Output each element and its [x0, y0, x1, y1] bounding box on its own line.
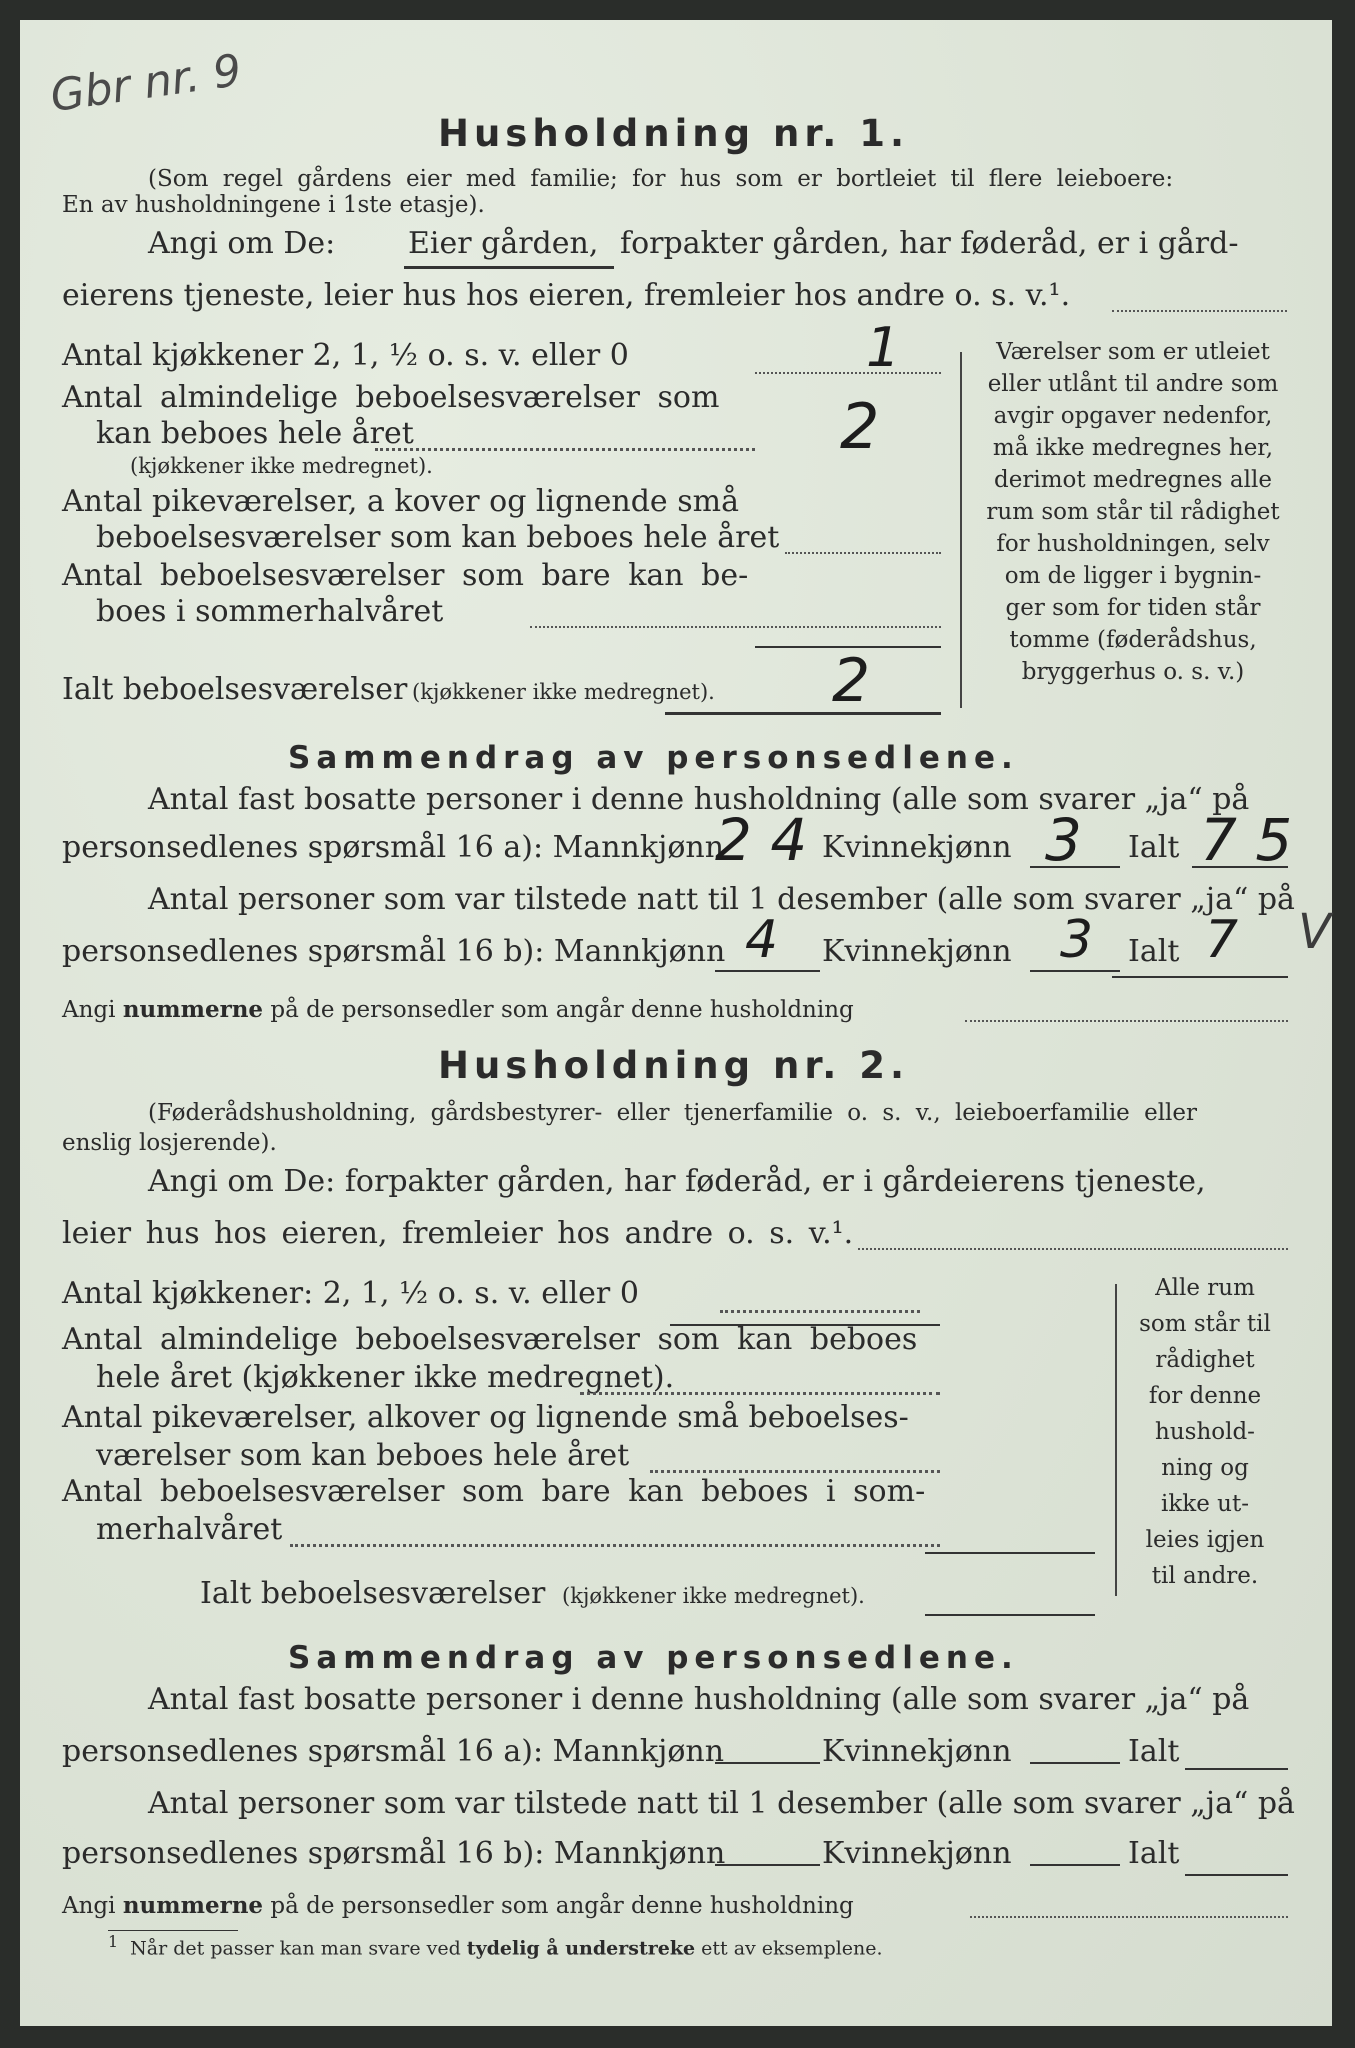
household-2-angi-line1: Angi om De: forpakter gården, har føderåd, er i gårdeierens tjeneste,	[148, 1164, 1206, 1199]
h1-check-mark: V	[1298, 904, 1331, 960]
h2-present-line2: personsedlenes spørsmål 16 b): Mannkjønn	[62, 1836, 726, 1871]
side-note-line: for denne	[1148, 1383, 1262, 1409]
h2-resident-line2: personsedlenes spørsmål 16 a): Mannkjønn	[62, 1734, 725, 1769]
h2-kitchens-label: Antal kjøkkener: 2, 1, ½ o. s. v. eller 0	[62, 1276, 639, 1311]
h1-resident-female-line	[1030, 866, 1120, 868]
household-1-note-line1: (Som regel gårdens eier med familie; for hus som er bortleiet til flere leieboere:	[148, 166, 1174, 192]
footnote: $^1$ Når det passer kan man svare ved tydelig å understreke ett av eksemplene.	[108, 1932, 883, 1960]
side-note-line: for husholdningen, selv	[996, 531, 1270, 557]
h2-summary-title: Sammendrag av personsedlene.	[288, 1640, 1019, 1676]
h1-rooms-note: (kjøkkener ikke medregnet).	[130, 454, 433, 478]
h1-numbers-line	[965, 1020, 1288, 1022]
household-2-angi-line2: leier hus hos eieren, fremleier hos andre o. s. v.¹.	[62, 1216, 854, 1251]
h1-present-female-line	[1030, 970, 1120, 972]
owner-underline	[404, 266, 614, 269]
side-note-line: må ikke medregnes her,	[992, 435, 1274, 461]
h1-summer-rooms-label-2: boes i sommerhalvåret	[96, 594, 444, 629]
h1-total-rooms-note: (kjøkkener ikke medregnet).	[412, 680, 715, 704]
h2-present-total-label: Ialt	[1128, 1836, 1180, 1871]
h1-rooms-dots	[375, 448, 755, 451]
h2-side-note	[1120, 1270, 1290, 1594]
side-note-line: ning og	[1161, 1455, 1249, 1481]
h2-maid-rooms-label-1: Antal pikeværelser, alkover og lignende små beboelses-	[62, 1400, 909, 1435]
side-note-line: om de ligger i bygnin-	[1004, 563, 1262, 589]
h2-summer-rooms-label-2: merhalvåret	[96, 1512, 283, 1547]
h1-rooms-value: 2	[840, 390, 880, 463]
h1-rooms-label-1: Antal almindelige beboelsesværelser som	[62, 380, 720, 415]
h1-resident-female-value: 3	[1045, 806, 1082, 874]
h1-resident-line2: personsedlenes spørsmål 16 a): Mannkjønn	[62, 830, 725, 865]
h2-present-line1: Antal personer som var tilstede natt til 1 desember (alle som svarer „ja“ på	[148, 1786, 1295, 1821]
h1-numbers-label: Angi nummerne på de personsedler som angår denne husholdning	[62, 996, 854, 1023]
h1-total-rooms-value: 2	[832, 646, 871, 716]
footnote-rule	[108, 1930, 238, 1931]
h2-total-rooms-note: (kjøkkener ikke medregnet).	[562, 1584, 865, 1608]
h2-numbers-label: Angi nummerne på de personsedler som angår denne husholdning	[62, 1892, 854, 1919]
h1-side-brace	[960, 352, 962, 708]
corner-handwritten-note: Gbr nr. 9	[47, 44, 245, 123]
h1-kitchens-line	[755, 372, 941, 374]
side-note-line: bryggerhus o. s. v.)	[1021, 659, 1245, 685]
household-1-note-line2: En av husholdningene i 1ste etasje).	[62, 192, 485, 218]
h2-summer-rooms-label-1: Antal beboelsesværelser som bare kan beboes i som-	[62, 1474, 926, 1509]
h1-present-total-line	[1112, 976, 1288, 978]
side-note-line: Alle rum	[1155, 1275, 1255, 1301]
h1-present-female-label: Kvinnekjønn	[822, 934, 1012, 969]
household-1-title: Husholdning nr. 1.	[438, 112, 910, 155]
h1-present-line1: Antal personer som var tilstede natt til 1 desember (alle som svarer „ja“ på	[148, 882, 1295, 917]
h1-total-rooms-underline	[665, 712, 941, 715]
h1-resident-male-value: 2 4	[715, 806, 808, 874]
h2-resident-female-label: Kvinnekjønn	[822, 1734, 1012, 1769]
side-note-line: derimot medregnes alle	[994, 467, 1272, 493]
h1-summer-rooms-label-1: Antal beboelsesværelser som bare kan be-	[62, 558, 749, 593]
h2-rooms-line	[580, 1392, 940, 1395]
h1-side-note	[968, 336, 1298, 688]
h2-rooms-label-1: Antal almindelige beboelsesværelser som kan beboes	[62, 1322, 918, 1357]
h2-kitchens-dots	[720, 1310, 920, 1313]
h2-maid-rooms-label-2: værelser som kan beboes hele året	[96, 1438, 630, 1473]
h1-resident-line1: Antal fast bosatte personer i denne husholdning (alle som svarer „ja“ på	[148, 782, 1250, 817]
h1-summer-rooms-line	[530, 626, 941, 628]
h1-maid-rooms-label-1: Antal pikeværelser, a kover og lignende små	[62, 484, 739, 519]
household-2-title: Husholdning nr. 2.	[438, 1044, 910, 1087]
household-1-angi-options: forpakter gården, har føderåd, er i gård-	[620, 226, 1239, 261]
h2-present-female-line	[1030, 1864, 1120, 1866]
h1-present-female-value: 3	[1060, 910, 1094, 970]
side-note-line: ikke ut-	[1161, 1491, 1249, 1517]
h2-present-female-label: Kvinnekjønn	[822, 1836, 1012, 1871]
h2-maid-rooms-line	[650, 1470, 940, 1473]
h1-resident-female-label: Kvinnekjønn	[822, 830, 1012, 865]
h2-numbers-line	[970, 1916, 1288, 1918]
household-2-note-line1: (Føderådshusholdning, gårdsbestyrer- eller tjenerfamilie o. s. v., leieboerfamilie eller	[148, 1100, 1198, 1126]
side-note-line: Værelser som er utleiet	[996, 339, 1270, 365]
h1-total-rooms-label: Ialt beboelsesværelser	[62, 672, 408, 707]
angi-dotted-line	[1112, 310, 1287, 312]
h1-resident-total-value: 7 5	[1200, 806, 1293, 874]
h2-present-male-line	[715, 1864, 820, 1866]
h2-present-total-line	[1185, 1874, 1288, 1876]
h1-present-male-value: 4	[745, 910, 779, 970]
side-note-line: tomme (føderådshus,	[1009, 627, 1257, 653]
household-1-option-owner: Eier gården,	[408, 226, 599, 261]
h1-maid-rooms-line	[785, 552, 941, 554]
h2-resident-total-line	[1185, 1768, 1288, 1770]
h2-rooms-label-2: hele året (kjøkkener ikke medregnet).	[96, 1360, 675, 1395]
side-note-line: rum som står til rådighet	[986, 499, 1280, 525]
census-form-page	[20, 20, 1332, 2026]
h2-angi-dotted-line	[858, 1248, 1288, 1250]
h2-resident-total-label: Ialt	[1128, 1734, 1180, 1769]
h2-total-rooms-label: Ialt beboelsesværelser	[200, 1576, 546, 1611]
h1-maid-rooms-label-2: beboelsesværelser som kan beboes hele året	[96, 520, 780, 555]
h1-present-total-value: 7	[1205, 910, 1239, 970]
h1-resident-total-label: Ialt	[1128, 830, 1180, 865]
h2-resident-line1: Antal fast bosatte personer i denne husholdning (alle som svarer „ja“ på	[148, 1682, 1250, 1717]
h2-sum-rule	[925, 1552, 1095, 1554]
h2-side-brace	[1115, 1284, 1117, 1596]
side-note-line: avgir opgaver nedenfor,	[993, 403, 1273, 429]
h1-present-male-line	[715, 970, 820, 972]
household-2-note-line2: enslig losjerende).	[62, 1130, 277, 1156]
household-1-angi-line2: eierens tjeneste, leier hus hos eieren, fremleier hos andre o. s. v.¹.	[62, 278, 1071, 313]
household-1-angi-label: Angi om De:	[148, 226, 336, 261]
h1-kitchens-value: 1	[866, 316, 901, 379]
h2-resident-male-line	[715, 1762, 820, 1764]
h1-present-line2: personsedlenes spørsmål 16 b): Mannkjønn	[62, 934, 726, 969]
side-note-line: som står til	[1139, 1311, 1271, 1337]
h1-present-total-label: Ialt	[1128, 934, 1180, 969]
h2-resident-female-line	[1030, 1762, 1120, 1764]
side-note-line: til andre.	[1151, 1563, 1259, 1589]
h1-resident-total-line	[1192, 866, 1288, 868]
side-note-line: hushold-	[1155, 1419, 1255, 1445]
h1-summary-title: Sammendrag av personsedlene.	[288, 740, 1019, 776]
side-note-line: leies igjen	[1145, 1527, 1265, 1553]
side-note-line: rådighet	[1155, 1347, 1255, 1373]
side-note-line: ger som for tiden står	[1005, 595, 1261, 621]
side-note-line: eller utlånt til andre som	[987, 371, 1279, 397]
h2-total-rooms-line	[925, 1614, 1095, 1616]
h1-rooms-label-2: kan beboes hele året	[96, 416, 414, 451]
h2-summer-rooms-line	[290, 1544, 940, 1547]
h1-kitchens-label: Antal kjøkkener 2, 1, ½ o. s. v. eller 0	[62, 338, 629, 373]
